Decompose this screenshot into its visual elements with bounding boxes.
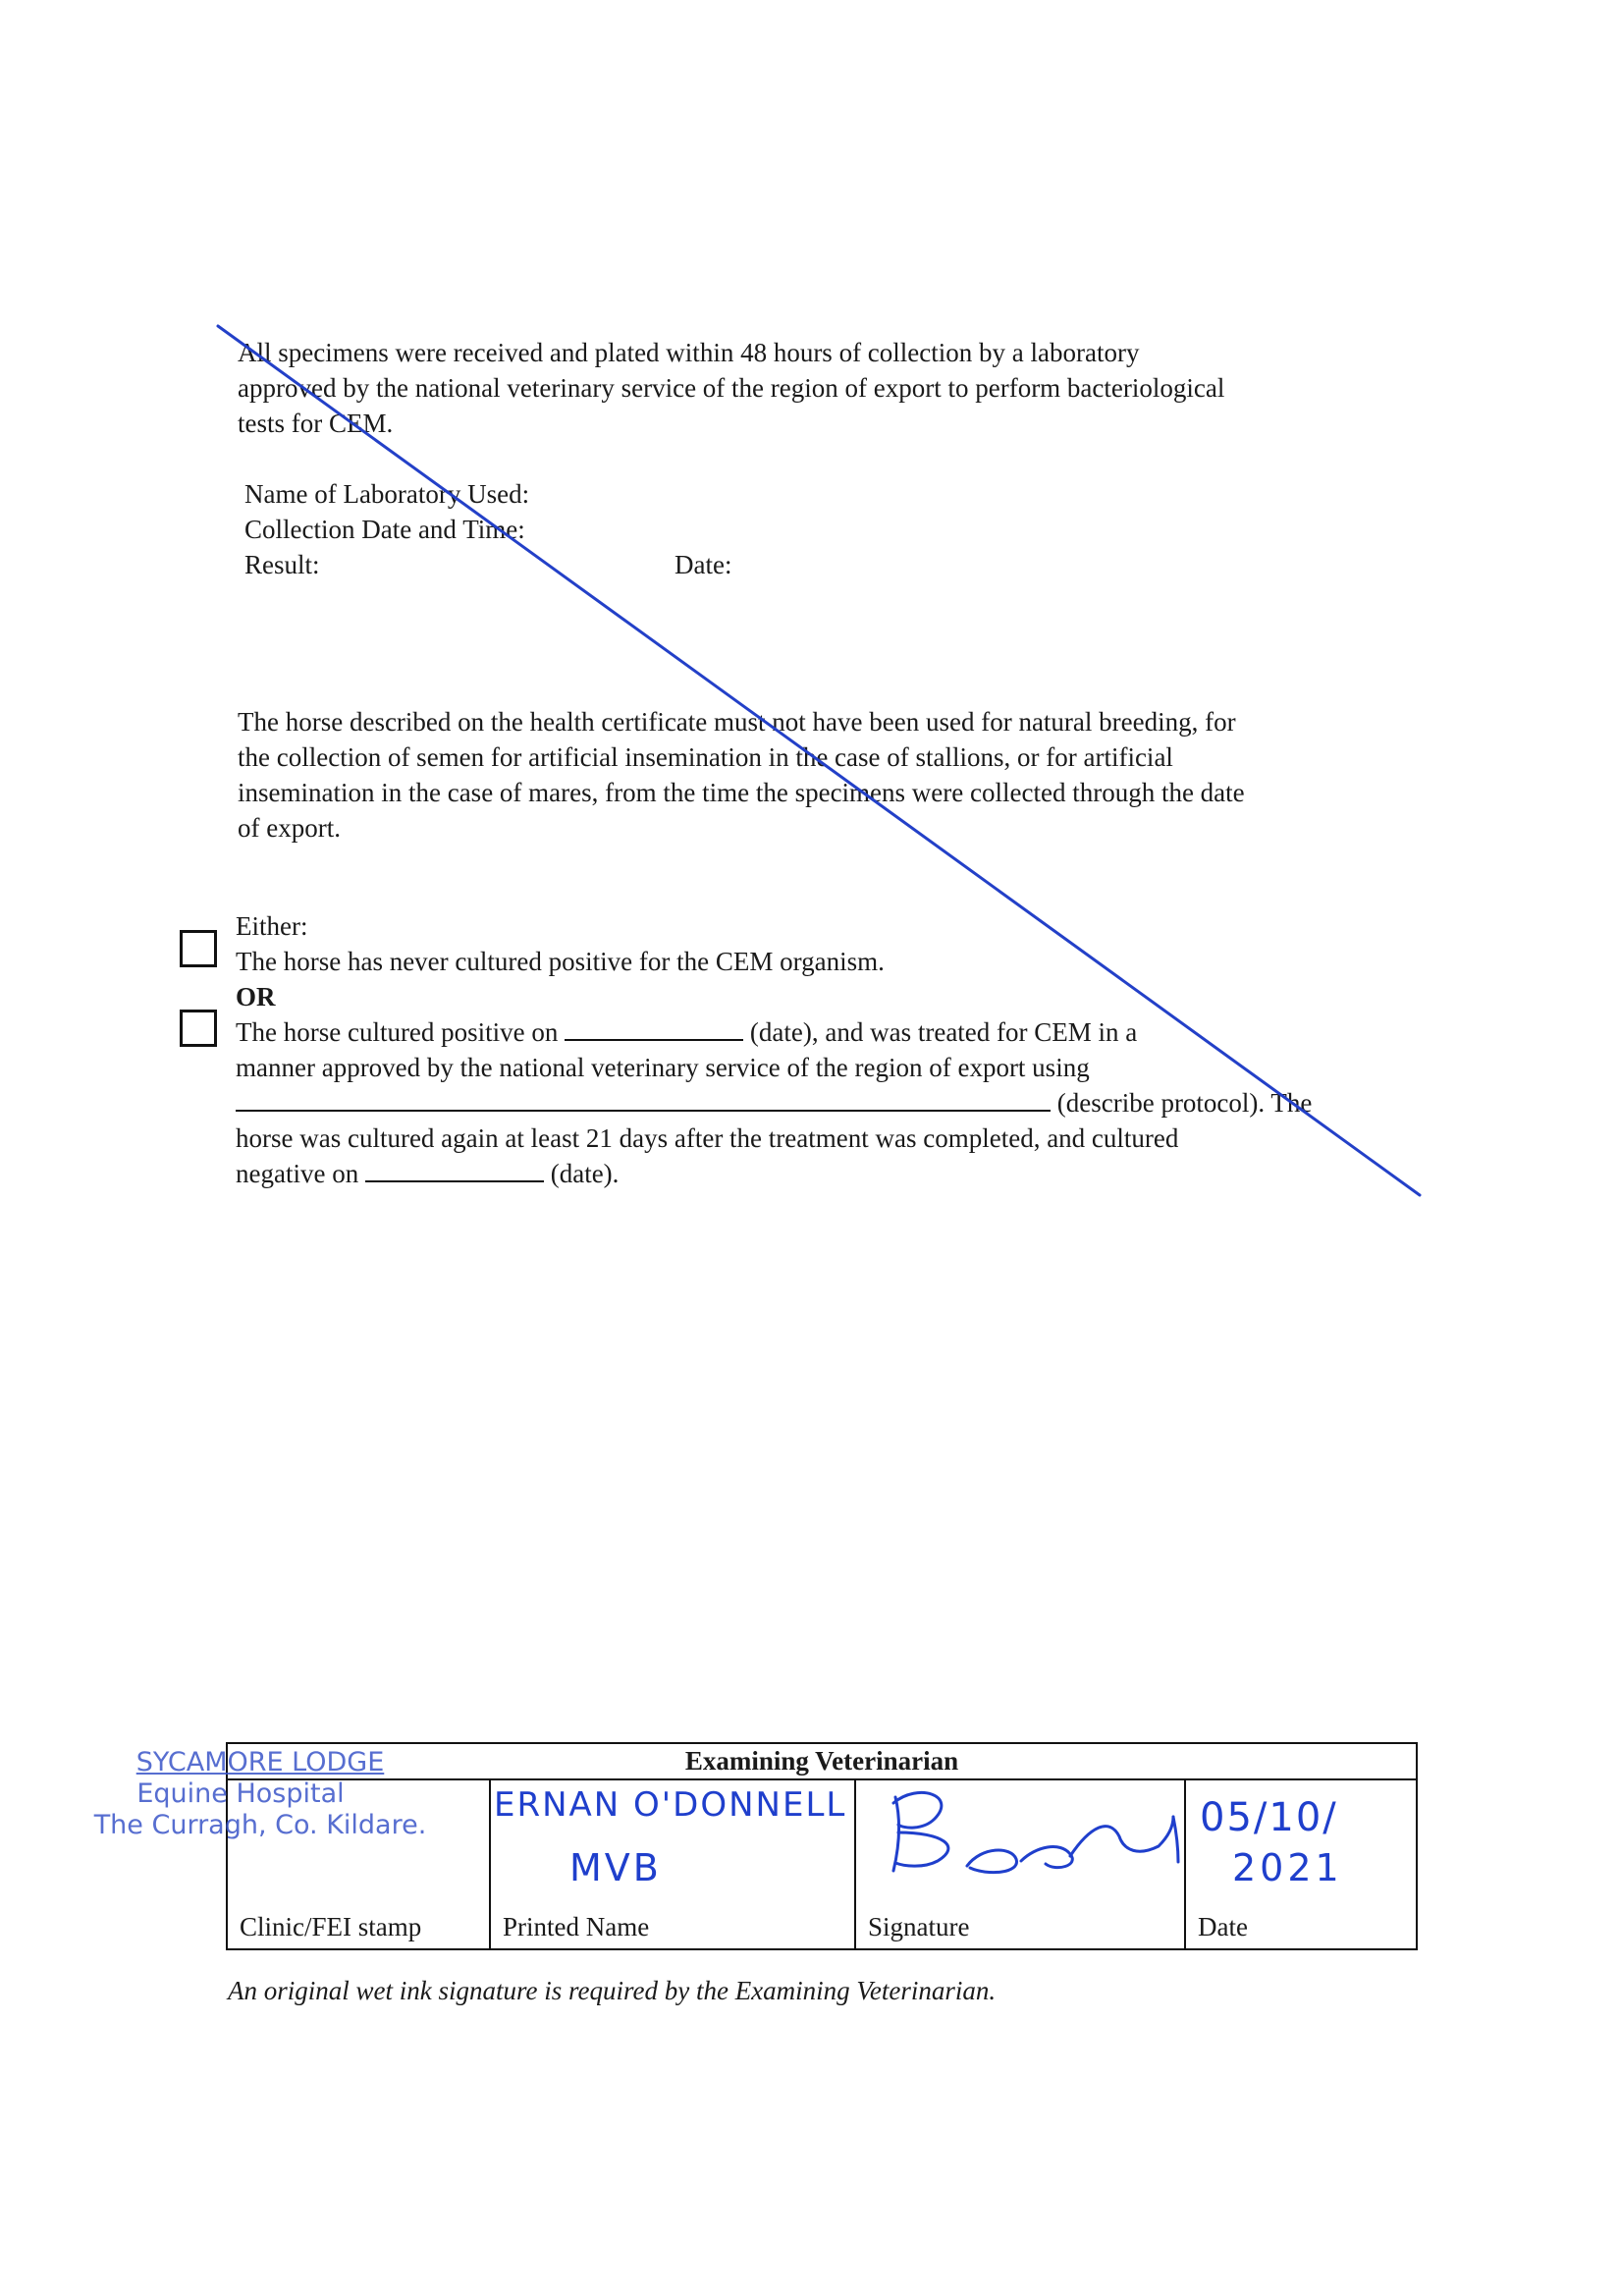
- never-positive-option: The horse has never cultured positive for the CEM organism.: [236, 947, 885, 976]
- or-label: OR: [236, 982, 276, 1011]
- paragraph-line: The horse described on the health certificate must not have been used for natural breeding, for: [238, 707, 1236, 737]
- stamp-line: Equine Hospital: [136, 1778, 345, 1809]
- paragraph-line: of export.: [238, 813, 341, 843]
- handwritten-date: 05/10/: [1200, 1795, 1338, 1840]
- date-label: Date: [1198, 1912, 1248, 1941]
- handwritten-printed-name: ERNAN O'DONNELL: [494, 1785, 847, 1825]
- cultured-positive-line-2: manner approved by the national veterinary service of the region of export using: [236, 1053, 1090, 1082]
- protocol-text: (describe protocol). The: [1056, 1088, 1313, 1118]
- collection-date-label: Collection Date and Time:: [244, 515, 525, 544]
- handwritten-year: 2021: [1232, 1846, 1343, 1889]
- paragraph-line: tests for CEM.: [238, 409, 394, 438]
- lab-used-label: Name of Laboratory Used:: [244, 479, 530, 509]
- negative-on-text: negative on: [236, 1159, 359, 1188]
- cultured-positive-line-4: horse was cultured again at least 21 days after the treatment was completed, and cultured: [236, 1123, 1179, 1153]
- clinic-stamp-label: Clinic/FEI stamp: [240, 1912, 422, 1941]
- strike-through-line: [218, 326, 1420, 1195]
- paragraph-line: All specimens were received and plated within 48 hours of collection by a laboratory: [238, 338, 1140, 367]
- stamp-line: SYCAMORE LODGE: [135, 1747, 385, 1777]
- paragraph-line: approved by the national veterinary service of the region of export to perform bacteriological: [238, 373, 1225, 403]
- printed-name-label: Printed Name: [503, 1912, 650, 1941]
- cultured-positive-text: The horse cultured positive on: [236, 1017, 559, 1047]
- vet-table-header: Examining Veterinarian: [228, 1744, 1416, 1780]
- stamp-line: The Curragh, Co. Kildare.: [93, 1810, 427, 1840]
- handwritten-credentials: MVB: [569, 1846, 662, 1889]
- handwritten-signature: [893, 1792, 1178, 1872]
- result-label: Result:: [244, 550, 320, 579]
- either-label: Either:: [236, 911, 308, 941]
- result-date-label: Date:: [675, 550, 732, 579]
- paragraph-line: insemination in the case of mares, from the time the specimens were collected through the date: [238, 778, 1245, 807]
- paragraph-line: the collection of semen for artificial insemination in the case of stallions, or for artificial: [238, 742, 1173, 772]
- negative-date-suffix: (date).: [550, 1159, 620, 1188]
- treated-text: (date), and was treated for CEM in a: [749, 1017, 1138, 1047]
- wet-ink-footnote: An original wet ink signature is required by the Examining Veterinarian.: [228, 1976, 997, 2005]
- signature-label: Signature: [868, 1912, 970, 1941]
